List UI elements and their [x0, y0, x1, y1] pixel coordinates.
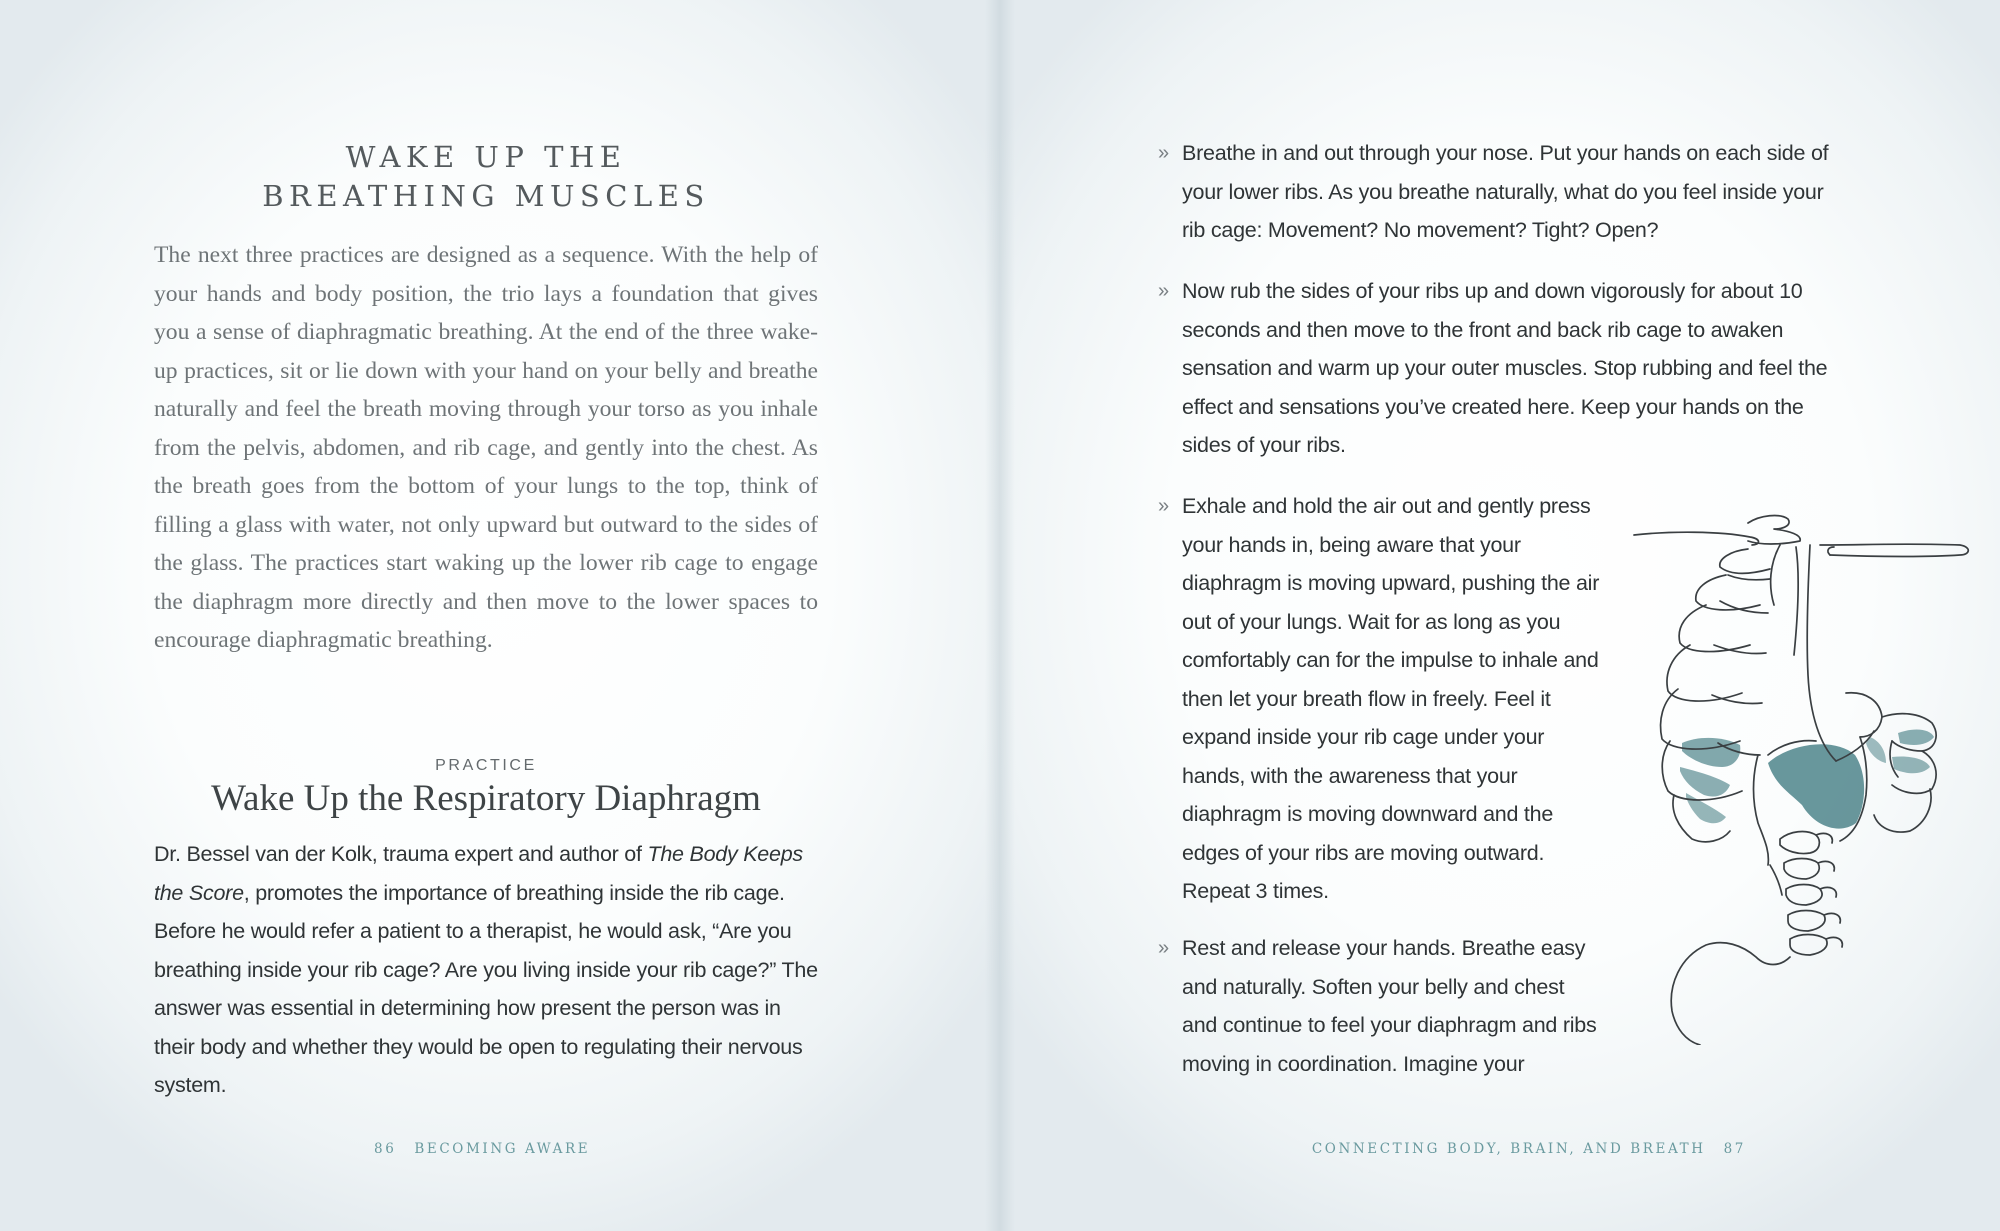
- practice-title: Wake Up the Respiratory Diaphragm: [211, 778, 761, 819]
- step-item: [1158, 134, 1832, 250]
- section-title: [154, 138, 818, 216]
- step-item: [1158, 487, 1602, 911]
- step-text: Now rub the sides of your ribs up and down vigorously for about 10 seconds and then move to the front and back rib cage to awaken sensation and warm up your outer muscles. Stop rubbing and feel the effect and sensations you’ve created here. Keep your hands on the sides of your ribs.: [1182, 279, 1828, 457]
- ribcage-illustration: [1630, 505, 1980, 1045]
- right-footer: [1312, 1141, 1746, 1157]
- left-footer: [374, 1141, 590, 1157]
- step-text: Breathe in and out through your nose. Put your hands on each side of your lower ribs. As you breathe naturally, what do you feel inside your rib cage: Movement? No movement? Tight? Open?: [1182, 141, 1829, 242]
- right-page: [1000, 0, 2000, 1231]
- section-title-line2: BREATHING MUSCLES: [262, 179, 710, 213]
- page-number-left: 86: [374, 1141, 397, 1157]
- bullet-marker: »: [1158, 280, 1169, 302]
- book-title: The Body Keeps the Score: [154, 842, 803, 905]
- running-head-right: CONNECTING BODY, BRAIN, AND BREATH: [1311, 1141, 1706, 1157]
- practice-body-start: Dr. Bessel van der Kolk, trauma expert and author of: [154, 842, 648, 866]
- step-text: Rest and release your hands. Breathe easy and naturally. Soften your belly and chest and continue to feel your diaphragm and ribs moving in coordination. Imagine your: [1182, 936, 1597, 1076]
- intro-paragraph: The next three practices are designed as a sequence. With the help of your hands and body position, the trio lays a foundation that gives you a sense of diaphragmatic breathing. At the end of the three wake-up practices, sit or lie down with your hand on your belly and breathe naturally and feel the breath moving through your torso as you inhale from the pelvis, abdomen, and rib cage, and gently into the chest. As the breath goes from the bottom of your lungs to the top, think of filling a glass with water, not only upward but outward to the sides of the glass. The practices start waking up the lower rib cage to engage the diaphragm more directly and then move to the lower spaces to encourage diaphragmatic breathing.: [154, 242, 818, 653]
- practice-body-end: , promotes the importance of breathing inside the rib cage. Before he would refer a patient to a therapist, he would ask, “Are you breathing inside your rib cage? Are you living inside your rib cage?” The answer was essential in determining how present the person was in their body and whether they would be open to regulating their nervous system.: [154, 880, 818, 1097]
- book-gutter: [985, 0, 1015, 1231]
- bullet-marker: »: [1158, 142, 1169, 164]
- bullet-marker: »: [1158, 495, 1169, 517]
- bullet-marker: »: [1158, 937, 1169, 959]
- step-item: [1158, 272, 1842, 465]
- step-item: [1158, 929, 1602, 1083]
- section-title-line1: WAKE UP THE: [345, 140, 627, 174]
- step-text: Exhale and hold the air out and gently press your hands in, being aware that your diaphragm is moving upward, pushing the air out of your lungs. Wait for as long as you comfortably can for the impulse to inhale and then let your breath flow in freely. Feel it expand inside your rib cage under your hands, with the awareness that your diaphragm is moving downward and the edges of your ribs are moving outward. Repeat 3 times.: [1182, 494, 1600, 903]
- practice-body: [154, 835, 818, 1105]
- page-number-right: 87: [1723, 1141, 1746, 1157]
- running-head-left: BECOMING AWARE: [414, 1141, 591, 1157]
- practice-kicker: PRACTICE: [435, 757, 537, 774]
